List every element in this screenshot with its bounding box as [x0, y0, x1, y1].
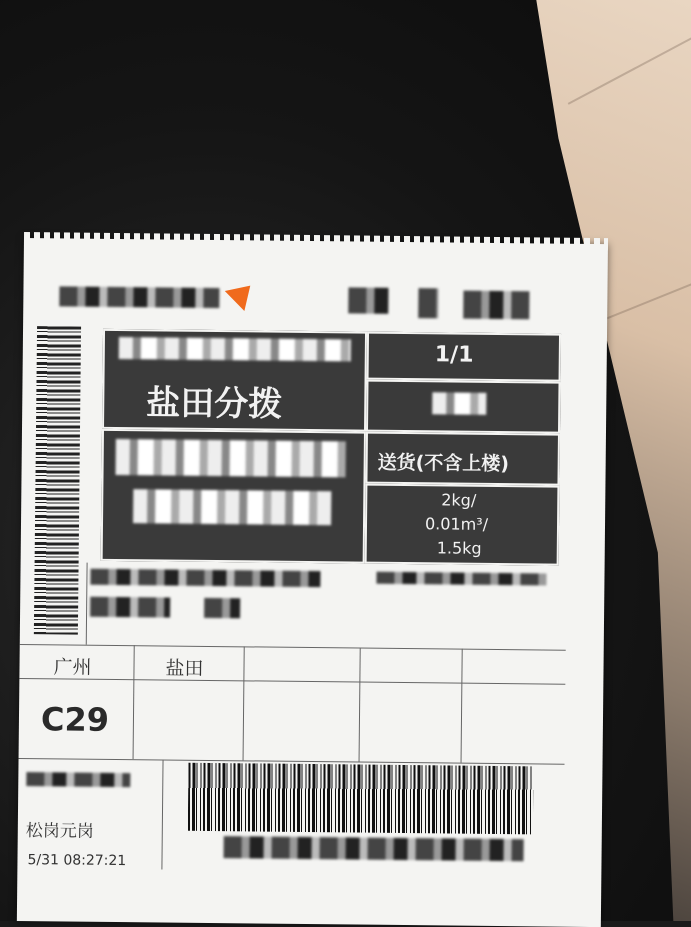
grid-line-v — [133, 645, 135, 759]
redacted-recipient-line — [90, 597, 170, 618]
tracking-barcode — [188, 763, 534, 835]
brand-logo-icon — [225, 276, 260, 311]
route-code: C29 — [40, 700, 110, 739]
redacted-tracking-number — [224, 836, 524, 861]
weight-line-3: 1.5kg — [436, 538, 482, 558]
redacted-header-code — [463, 291, 529, 320]
redacted-recipient-line — [376, 572, 546, 586]
shipping-label — [17, 238, 608, 927]
redacted-sort-code — [119, 337, 351, 361]
redacted-address-line — [116, 439, 346, 477]
print-timestamp: 5/31 08:27:21 — [27, 852, 127, 870]
grid-line-v — [359, 648, 361, 762]
redacted-mark — [432, 392, 486, 415]
redacted-recipient-line — [204, 598, 240, 618]
weight-line-1: 2kg/ — [441, 490, 477, 510]
grid-line-v — [461, 649, 463, 763]
delivery-type-text: 送货(不含上楼) — [377, 451, 510, 476]
divider — [86, 563, 88, 645]
grid-line-h — [20, 644, 566, 651]
vertical-barcode — [34, 326, 81, 634]
redacted-header-code — [418, 288, 438, 318]
grid-line-h — [19, 678, 565, 685]
redacted-header-code — [348, 287, 388, 313]
sort-center-text: 盐田分拨 — [146, 383, 283, 425]
grid-line-v — [243, 646, 245, 760]
origin-city: 广州 — [53, 656, 92, 679]
redacted-brand-text — [59, 286, 219, 308]
station-name: 松岗元岗 — [25, 821, 94, 842]
divider — [161, 759, 163, 869]
redacted-address-line — [133, 489, 331, 525]
destination-city: 盐田 — [165, 657, 204, 680]
piece-count-text: 1/1 — [434, 342, 474, 368]
redacted-footer-code — [26, 772, 130, 787]
redacted-recipient-line — [90, 569, 320, 587]
weight-line-2: 0.01m³/ — [424, 514, 489, 534]
